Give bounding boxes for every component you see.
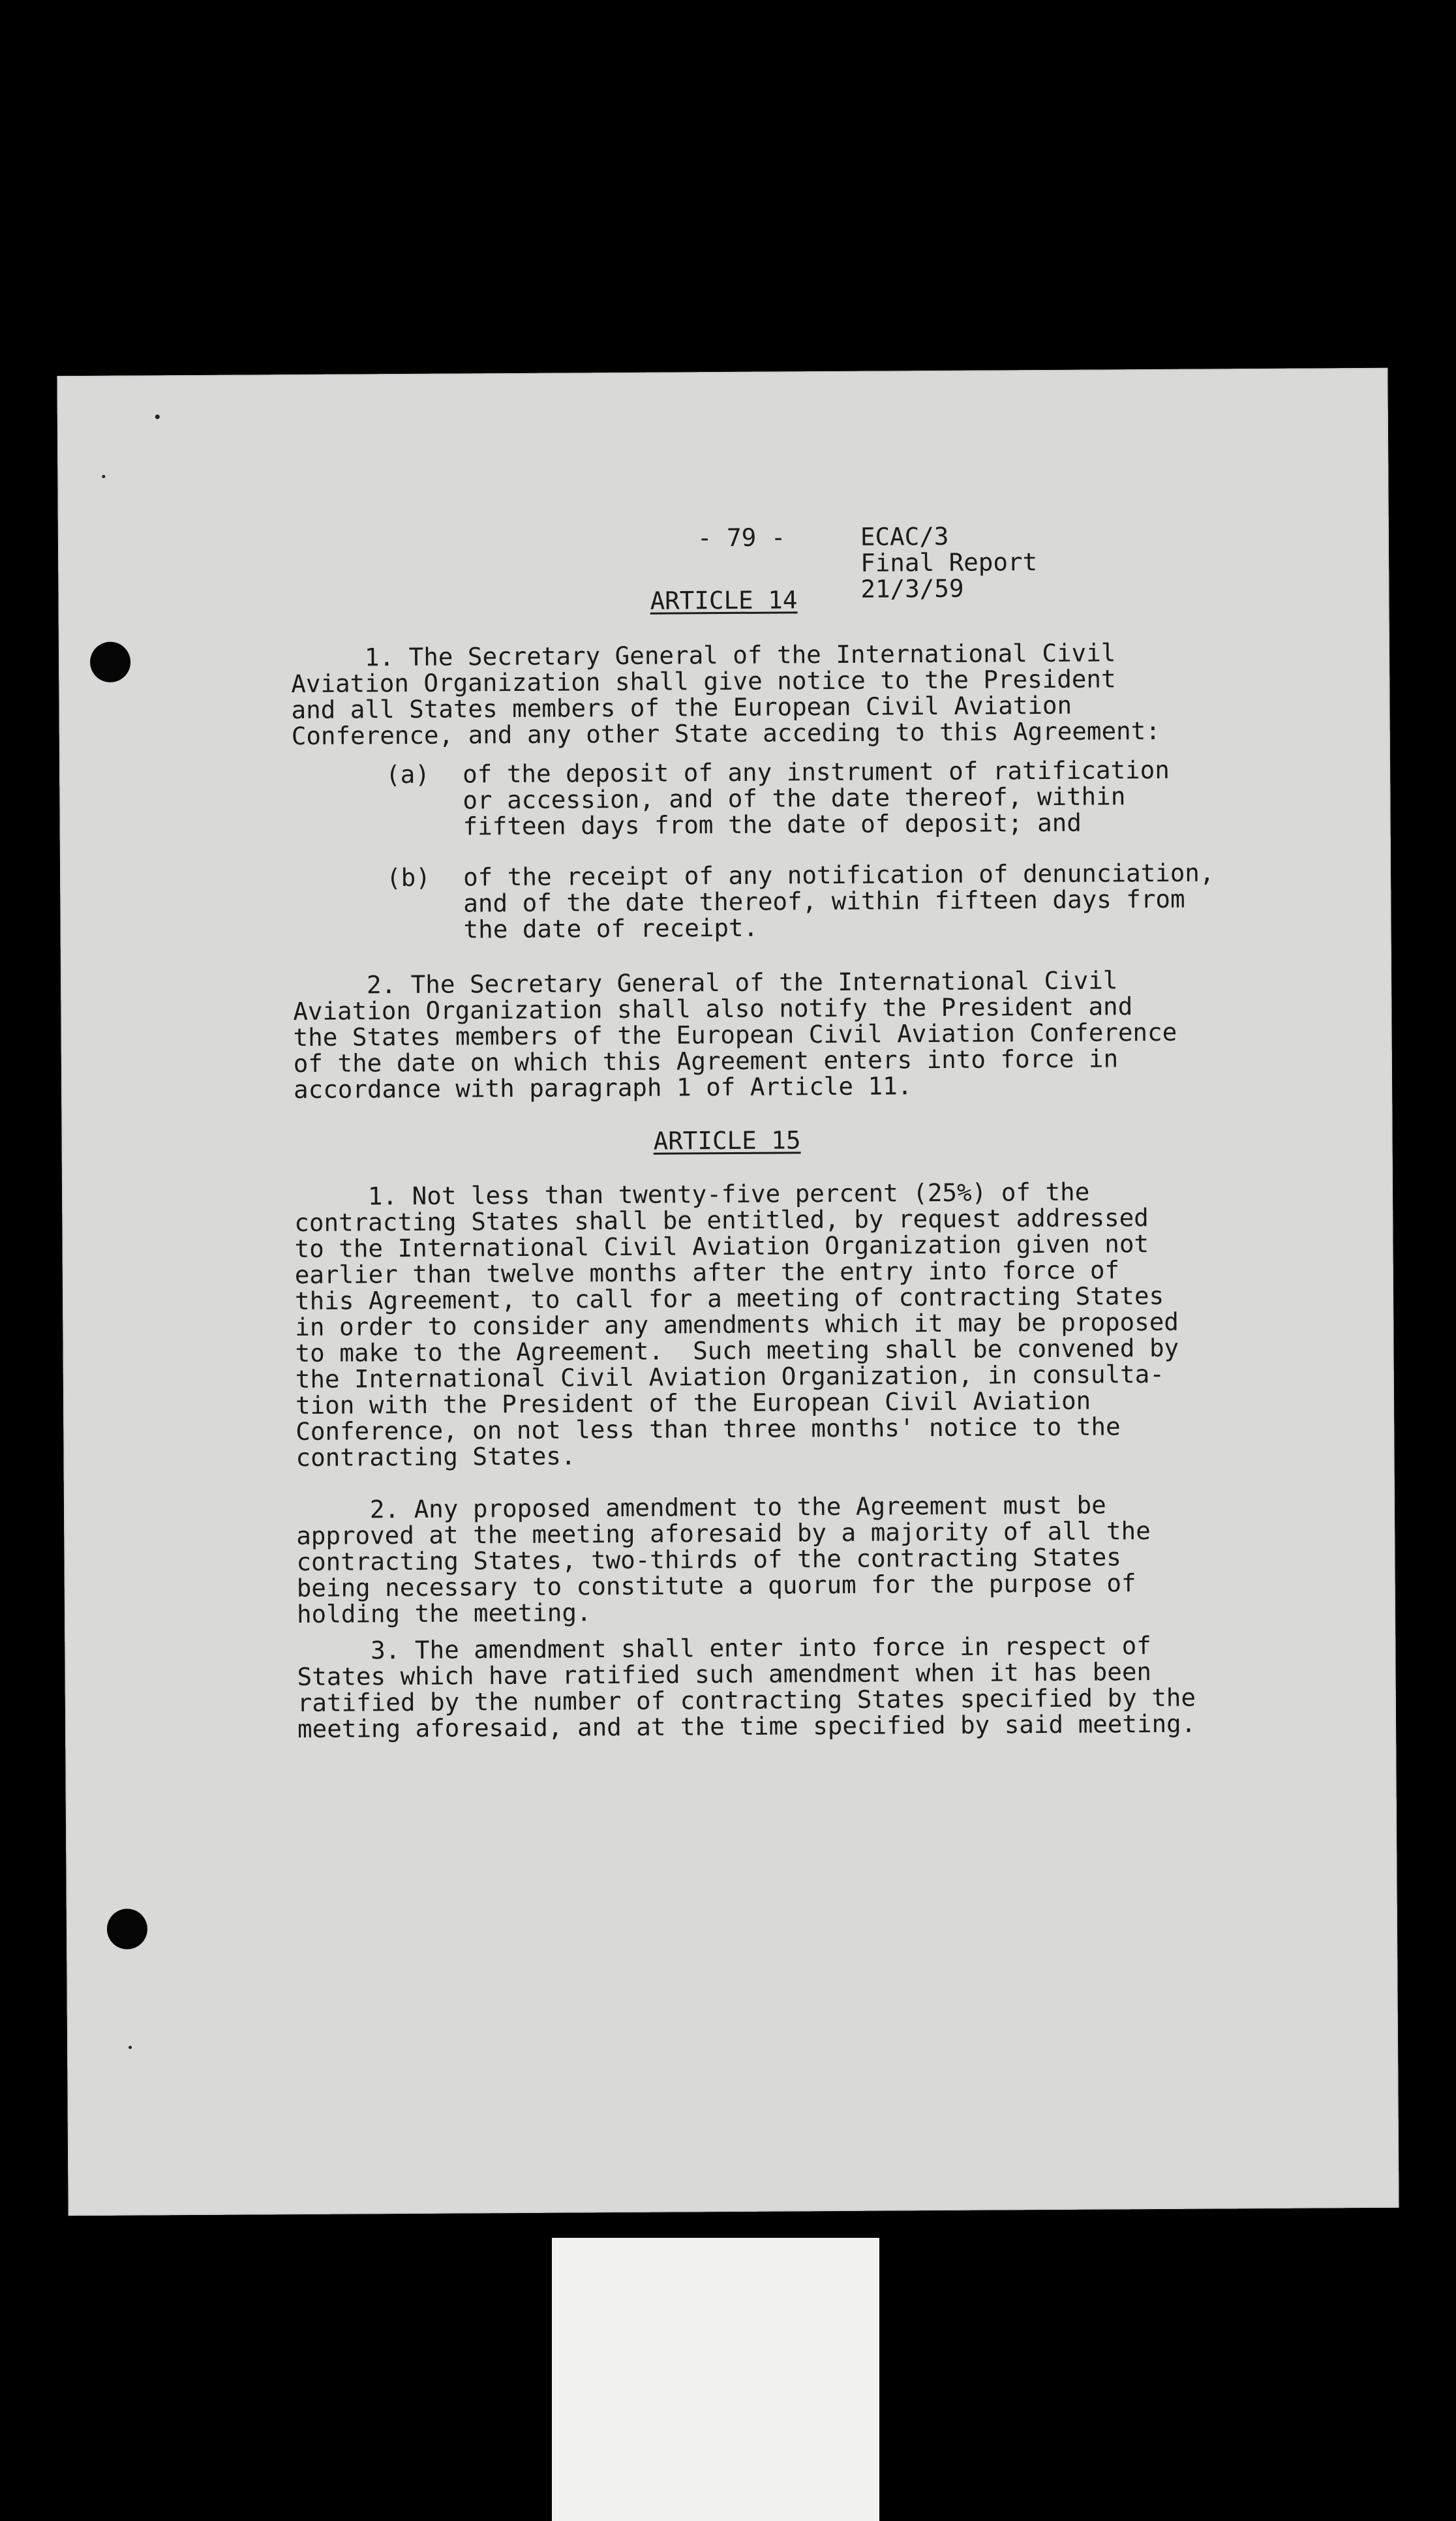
scan-speck — [102, 475, 105, 478]
article-14-paragraph-2: 2. The Secretary General of the International Civil Aviation Organization shall also notify the President and the States members of the European Civil Aviation Conference of the date on which this Agreement enters into force in accordance with paragraph 1 of Article 11. — [292, 966, 1177, 1105]
document-type: Final Report — [860, 547, 1038, 577]
article-15-paragraph-3: 3. The amendment shall enter into force in respect of States which have ratified such amendment when it has been ratified by the number of contracting States specified by the meeting aforesaid, and at the time specified by said meeting. — [297, 1631, 1196, 1744]
item-label: (a) — [386, 759, 431, 789]
page-number: - 79 - — [697, 523, 786, 553]
item-text: of the receipt of any notification of denunciation, and of the date thereof, within fifteen days from the date of receipt. — [463, 858, 1215, 944]
punch-hole-top — [90, 642, 130, 682]
article-14-item-a — [386, 757, 1170, 840]
item-label: (b) — [386, 863, 431, 893]
item-text: of the deposit of any instrument of ratification or accession, and of the date thereof, within fifteen days from the date of deposit; and — [463, 755, 1170, 841]
document-header — [697, 470, 1038, 655]
article-14-paragraph-1: 1. The Secretary General of the International Civil Aviation Organization shall give notice to the President and all States members of the European Civil Aviation Conference, and any other State acceding to this Agreement: — [290, 638, 1160, 751]
article-14-item-b — [386, 859, 1215, 943]
article-15-paragraph-2: 2. Any proposed amendment to the Agreement must be approved at the meeting aforesaid by a majority of all the contracting States, two-thirds of the contracting States being necessary to constitute a quorum for the purpose of holding the meeting. — [296, 1490, 1151, 1629]
article-15-heading: ARTICLE 15 — [653, 1125, 801, 1155]
document-date: 21/3/59 — [860, 573, 964, 604]
scan-speck — [129, 2046, 132, 2049]
punch-hole-bottom — [107, 1908, 147, 1949]
document-page — [57, 368, 1399, 2216]
article-14-heading: ARTICLE 14 — [650, 585, 798, 615]
scan-speck — [155, 414, 160, 419]
film-label-card — [552, 2238, 879, 2521]
article-15-paragraph-1: 1. Not less than twenty-five percent (25%) of the contracting States shall be entitled, by request addressed to the International Civil Aviation Organization given not earlier than twelve months after the entry into force of this Agreement, to call for a meeting of contracting States in order to consider any amendments which it may be proposed to make to the Agreement. Such meeting shall be convened by the International Civil Aviation Organization, in consulta- tion with the President of the European Civil Aviation Conference, on not less than three months' notice to the contracting States. — [294, 1177, 1179, 1473]
document-code: ECAC/3 — [860, 521, 949, 551]
